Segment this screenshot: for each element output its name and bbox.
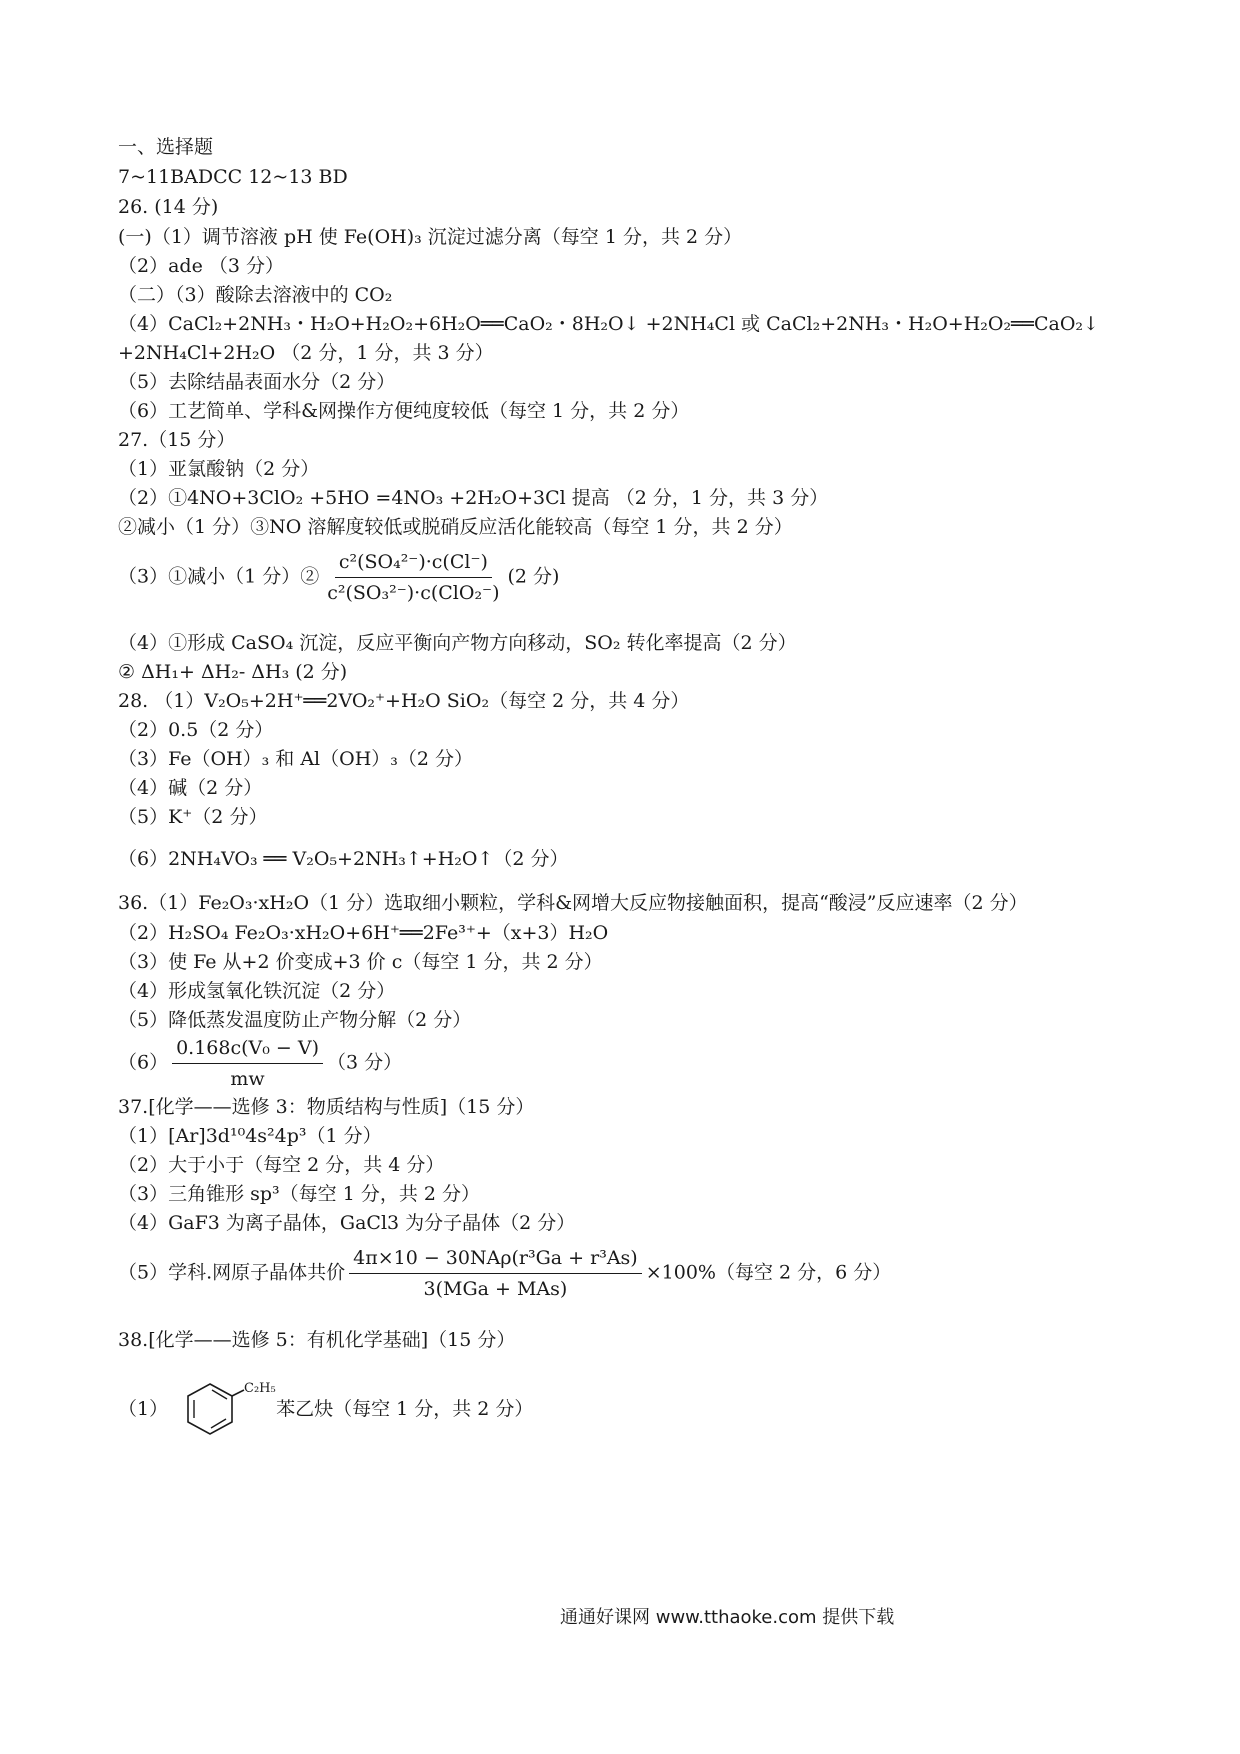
q38-1 — [118, 1378, 1158, 1442]
q27-4: （4）①形成 CaSO₄ 沉淀，反应平衡向产物方向移动，SO₂ 转化率提高（2 分） — [118, 632, 797, 654]
substituent-label: C₂H₅ — [244, 1381, 276, 1396]
q27-3-fraction — [323, 550, 503, 605]
q37-1: （1）[Ar]3d¹⁰4s²4p³（1 分） — [118, 1125, 382, 1147]
q28-4: （4）碱（2 分） — [118, 777, 263, 799]
fraction-denominator: mw — [230, 1068, 265, 1090]
q27-3-score: (2 分) — [507, 565, 560, 588]
q37-5-fraction — [349, 1246, 642, 1301]
q26-6: （6）工艺简单、学科&网操作方便纯度较低（每空 1 分，共 2 分） — [118, 400, 690, 422]
q27-4-cont: ② ΔH₁+ ΔH₂- ΔH₃ (2 分) — [118, 661, 348, 683]
footer-credit: 通通好课网 www.tthaoke.com 提供下载 — [560, 1607, 895, 1628]
q38-1-prefix: （1） — [118, 1398, 169, 1420]
q36-5: （5）降低蒸发温度防止产物分解（2 分） — [118, 1009, 472, 1031]
q37-heading: 37.[化学——选修 3：物质结构与性质]（15 分） — [118, 1096, 535, 1118]
q38-1-answer: 苯乙炔（每空 1 分，共 2 分） — [276, 1398, 534, 1420]
q36-1: 36.（1）Fe₂O₃·xH₂O（1 分）选取细小颗粒，学科&网增大反应物接触面积，提高“酸浸”反应速率（2 分） — [118, 892, 1028, 914]
q27-1: （1）亚氯酸钠（2 分） — [118, 458, 320, 480]
fraction-numerator: 0.168c(V₀ − V) — [172, 1036, 323, 1064]
q36-4: （4）形成氢氧化铁沉淀（2 分） — [118, 980, 396, 1002]
fraction-numerator: 4π×10 − 30NAρ(r³Ga + r³As) — [349, 1246, 642, 1274]
q37-5 — [118, 1246, 1158, 1301]
q28-1: 28. （1）V₂O₅+2H⁺══2VO₂⁺+H₂O SiO₂（每空 2 分，共 4 分） — [118, 690, 690, 712]
q37-3: （3）三角锥形 sp³（每空 1 分，共 2 分） — [118, 1183, 480, 1205]
q26-1: (一)（1）调节溶液 pH 使 Fe(OH)₃ 沉淀过滤分离（每空 1 分，共 2 分） — [118, 226, 743, 248]
q36-2: （2）H₂SO₄ Fe₂O₃·xH₂O+6H⁺══2Fe³⁺+（x+3）H₂O — [118, 922, 609, 944]
q38-heading: 38.[化学——选修 5：有机化学基础]（15 分） — [118, 1329, 516, 1351]
q26-5: （5）去除结晶表面水分（2 分） — [118, 371, 396, 393]
q26-heading: 26. (14 分) — [118, 196, 219, 218]
q36-3: （3）使 Fe 从+2 价变成+3 价 c（每空 1 分，共 2 分） — [118, 951, 603, 973]
q28-5: （5）K⁺（2 分） — [118, 806, 268, 828]
q36-6-prefix: （6） — [118, 1051, 169, 1074]
q37-5-prefix: （5）学科.网原子晶体共价 — [118, 1261, 346, 1284]
choice-answers: 7~11BADCC 12~13 BD — [118, 166, 348, 188]
fraction-numerator: c²(SO₄²⁻)·c(Cl⁻) — [335, 550, 492, 578]
q36-6-fraction — [172, 1036, 323, 1091]
q27-2: （2）①4NO+3ClO₂ +5HO =4NO₃ +2H₂O+3Cl 提高 （2 分，1 分，共 3 分） — [118, 487, 829, 509]
q26-4: （4）CaCl₂+2NH₃・H₂O+H₂O₂+6H₂O══CaO₂・8H₂O↓ +2NH₄Cl 或 CaCl₂+2NH₃・H₂O+H₂O₂══CaO₂↓ — [118, 313, 1099, 335]
q36-6 — [118, 1036, 1158, 1091]
q28-2: （2）0.5（2 分） — [118, 719, 274, 741]
q27-2-cont: ②减小（1 分）③NO 溶解度较低或脱硝反应活化能较高（每空 1 分，共 2 分） — [118, 516, 793, 538]
fraction-denominator: c²(SO₃²⁻)·c(ClO₂⁻) — [327, 582, 500, 604]
q27-heading: 27.（15 分） — [118, 429, 236, 451]
section-choice-heading: 一、选择题 — [118, 136, 214, 158]
q27-3 — [118, 550, 1158, 605]
q36-6-score: （3 分） — [327, 1051, 403, 1074]
q26-4-cont: +2NH₄Cl+2H₂O （2 分，1 分，共 3 分） — [118, 342, 494, 364]
q27-3-prefix: （3）①减小（1 分）② — [118, 565, 320, 588]
q28-6: （6）2NH₄VO₃ ══ V₂O₅+2NH₃↑+H₂O↑（2 分） — [118, 848, 569, 870]
q37-4: （4）GaF3 为离子晶体，GaCl3 为分子晶体（2 分） — [118, 1212, 576, 1234]
q28-3: （3）Fe（OH）₃ 和 Al（OH）₃（2 分） — [118, 748, 474, 770]
q26-2: （2）ade （3 分） — [118, 255, 284, 277]
q37-2: （2）大于小于（每空 2 分，共 4 分） — [118, 1154, 445, 1176]
q26-3: （二）（3）酸除去溶液中的 CO₂ — [118, 284, 393, 306]
fraction-denominator: 3(MGa + MAs) — [423, 1278, 568, 1300]
q37-5-score: ×100%（每空 2 分，6 分） — [645, 1261, 892, 1284]
benzene-ring-icon — [176, 1378, 276, 1442]
